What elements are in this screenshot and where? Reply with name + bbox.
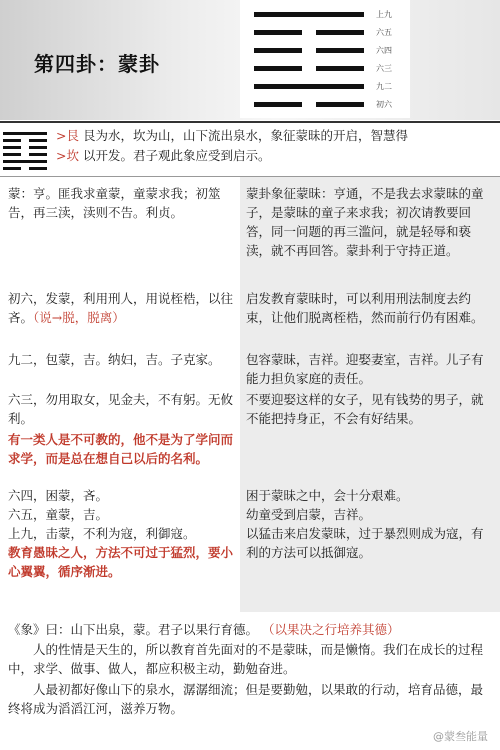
yao-line-5	[254, 30, 364, 35]
line-2-text: 九二，包蒙，吉。纳妇，吉。子克家。	[8, 352, 221, 367]
line-3-translation: 不要迎娶这样的女子，见有钱势的男子，就不能把持身正，不会有好结果。	[246, 392, 484, 426]
page-title: 第四卦：蒙卦	[34, 52, 160, 76]
table-top-rule	[0, 176, 500, 177]
intro-line-2: 以开发。君子观此象应受到启示。	[82, 148, 271, 163]
yao-line-1	[254, 102, 364, 107]
judgment-translation: 蒙卦象征蒙昧：亨通，不是我去求蒙昧的童子，是蒙昧的童子来求我；初次请教要回答，同一问题的再三滥问，就是轻辱和亵渎，就不再回答。蒙卦利于守持正道。	[246, 186, 484, 258]
judgment-text: 蒙：亨。匪我求童蒙，童蒙求我；初筮告，再三渎，渎则不告。利贞。	[8, 186, 221, 220]
yao-label: 六四	[376, 46, 392, 55]
yao-label: 九二	[376, 82, 392, 91]
yao-line-2	[254, 84, 364, 89]
line-4-translation: 困于蒙昧之中，会十分艰难。	[246, 488, 409, 503]
line-3-commentary: 有一类人是不可教的，他不是为了学问而求学，而是总在想自己以后的名利。	[8, 432, 234, 466]
yao-label: 上九	[376, 10, 392, 19]
xiang-line	[8, 620, 496, 639]
hexagram-diagram	[240, 0, 410, 118]
header-divider	[0, 121, 500, 123]
intro-text	[56, 126, 496, 166]
upper-trigram: >艮	[56, 128, 79, 143]
yao-line-3	[254, 66, 364, 71]
yao-line-4	[254, 48, 364, 53]
line-5-translation: 幼童受到启蒙，吉祥。	[246, 507, 372, 522]
line-4-text: 六四，困蒙，吝。	[8, 488, 109, 503]
intro-line-1: 艮为水，坎为山，山下流出泉水，象征蒙昧的开启，智慧得	[82, 128, 408, 143]
watermark: @蒙叁能量	[433, 730, 488, 743]
lower-trigram: >坎	[56, 148, 79, 163]
xiang-paragraph-1: 人的性情是天生的，所以教育首先面对的不是蒙昧，而是懒惰。我们在成长的过程中，求学、做事、做人，都应积极主动，勤勉奋进。	[8, 642, 484, 676]
header-banner	[0, 0, 500, 120]
line-6-translation: 以猛击来启发蒙昧，过于暴烈则成为寇，有利的方法可以抵御寇。	[246, 526, 484, 560]
line-2-translation: 包容蒙昧，吉祥。迎娶妻室，吉祥。儿子有能力担负家庭的责任。	[246, 352, 484, 386]
yao-line-top	[254, 12, 364, 17]
xiang-text: 《象》曰：山下出泉，蒙。君子以果行育德。	[8, 622, 259, 637]
line-1-note: （说→脱，脱离）	[33, 310, 125, 325]
line-1-text	[8, 289, 236, 327]
xiang-paragraph-2: 人最初都好像山下的泉水，潺潺细流；但是要勤勉，以果敢的行动，培育品德，最终将成为滔滔江河，滋养万物。	[8, 682, 484, 716]
line-5-text: 六五，童蒙，吉。	[8, 507, 109, 522]
line-6-text: 上九，击蒙，不利为寇，利御寇。	[8, 526, 196, 541]
xiang-note: （以果决之行培养其德）	[262, 622, 400, 637]
xiang-section	[0, 612, 500, 750]
yao-label: 六五	[376, 28, 392, 37]
yao-label: 初六	[376, 100, 392, 109]
yao-label: 六三	[376, 64, 392, 73]
line-6-commentary: 教育愚昧之人，方法不可过于猛烈，要小心翼翼，循序渐进。	[8, 545, 234, 579]
line-3-text: 六三，勿用取女，见金夫，不有躬。无攸利。	[8, 392, 234, 426]
line-1-main: 初六，发蒙，利用刑人，用说桎梏，以往吝。	[8, 291, 234, 325]
line-1-translation: 启发教育蒙昧时，可以利用刑法制度去约束，让他们脱离桎梏，然而前行仍有困难。	[246, 291, 484, 325]
